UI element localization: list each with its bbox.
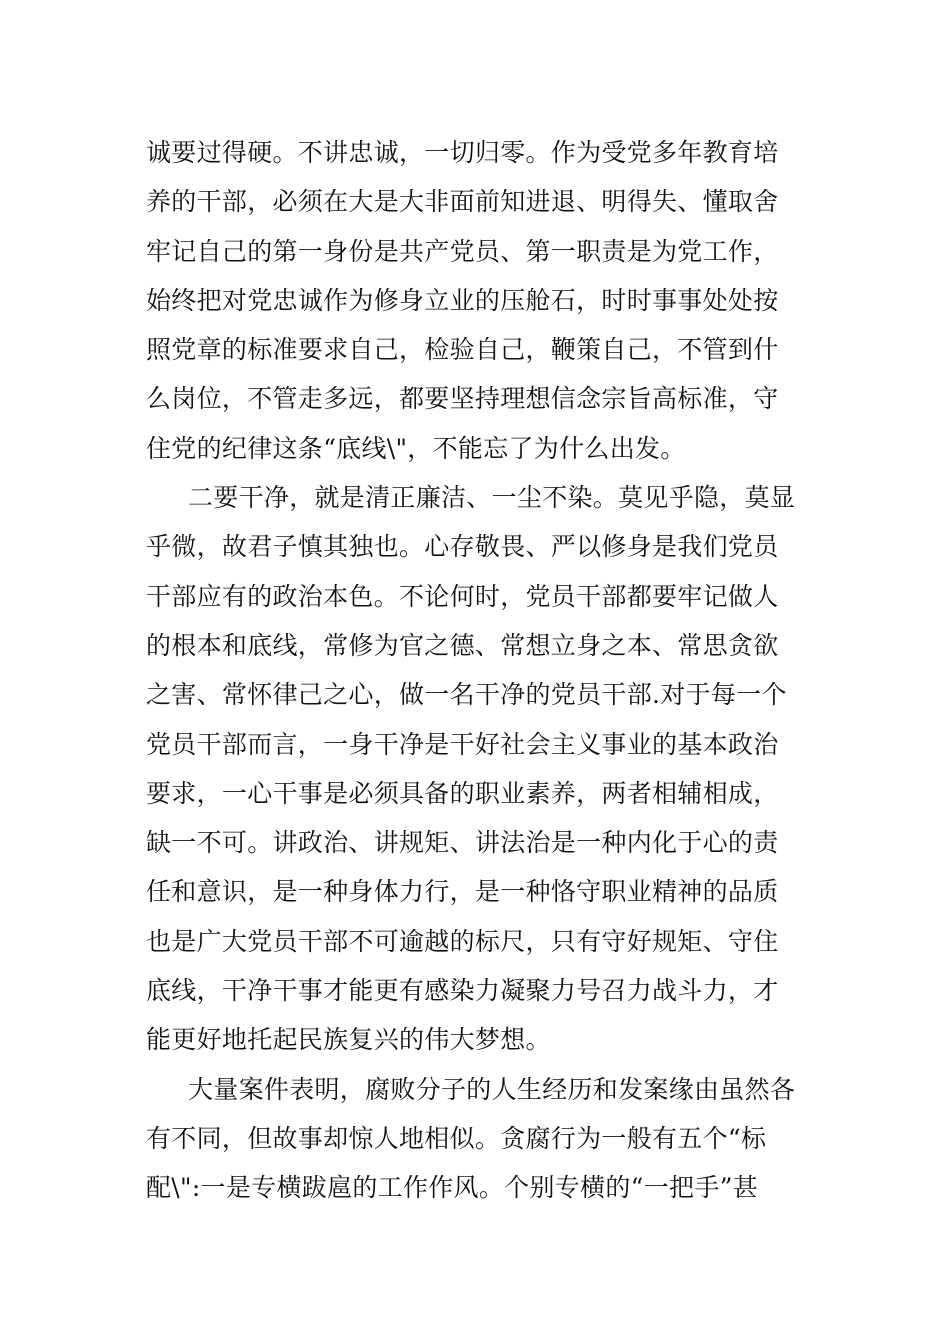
text-line: 缺一不可。讲政治、讲规矩、讲法治是一种内化于心的责 bbox=[146, 828, 779, 858]
text-line: 能更好地托起民族复兴的伟大梦想。 bbox=[146, 1025, 551, 1055]
text-line: 乎微，故君子慎其独也。心存敬畏、严以修身是我们党员 bbox=[146, 532, 779, 562]
text-line: 的根本和底线，常修为官之德、常想立身之本、常思贪欲 bbox=[146, 630, 779, 660]
text-line: 底线，干净干事才能更有感染力凝聚力号召力战斗力，才 bbox=[146, 976, 779, 1006]
text-line: 之害、常怀律己之心，做一名干净的党员干部.对于每一个 bbox=[146, 680, 787, 710]
text-line: 任和意识，是一种身体力行，是一种恪守职业精神的品质 bbox=[146, 877, 779, 907]
text-line: 党员干部而言，一身干净是干好社会主义事业的基本政治 bbox=[146, 729, 779, 759]
text-line: 有不同，但故事却惊人地相似。贪腐行为一般有五个“标 bbox=[146, 1123, 767, 1153]
text-line: 么岗位，不管走多远，都要坚持理想信念宗旨高标准，守 bbox=[146, 384, 779, 414]
text-line: 配\":一是专横跋扈的工作作风。个别专横的“一把手”甚 bbox=[146, 1173, 759, 1203]
paragraph-start-line: 二要干净，就是清正廉洁、一尘不染。莫见乎隐，莫显 bbox=[188, 483, 796, 513]
text-line: 要求，一心干事是必须具备的职业素养，两者相辅相成， bbox=[146, 778, 779, 808]
text-line: 住党的纪律这条“底线\"，不能忘了为什么出发。 bbox=[146, 433, 686, 463]
text-line: 始终把对党忠诚作为修身立业的压舱石，时时事事处处按 bbox=[146, 285, 779, 315]
text-line: 牢记自己的第一身份是共产党员、第一职责是为党工作， bbox=[146, 236, 779, 266]
document-body bbox=[146, 128, 806, 1213]
text-line: 干部应有的政治本色。不论何时，党员干部都要牢记做人 bbox=[146, 581, 779, 611]
text-line: 也是广大党员干部不可逾越的标尺，只有守好规矩、守住 bbox=[146, 926, 779, 956]
text-line: 照党章的标准要求自己，检验自己，鞭策自己，不管到什 bbox=[146, 335, 779, 365]
text-line: 养的干部，必须在大是大非面前知进退、明得失、懂取舍 bbox=[146, 187, 779, 217]
text-line: 诚要过得硬。不讲忠诚，一切归零。作为受党多年教育培 bbox=[146, 138, 779, 167]
paragraph-start-line: 大量案件表明，腐败分子的人生经历和发案缘由虽然各 bbox=[188, 1074, 796, 1104]
